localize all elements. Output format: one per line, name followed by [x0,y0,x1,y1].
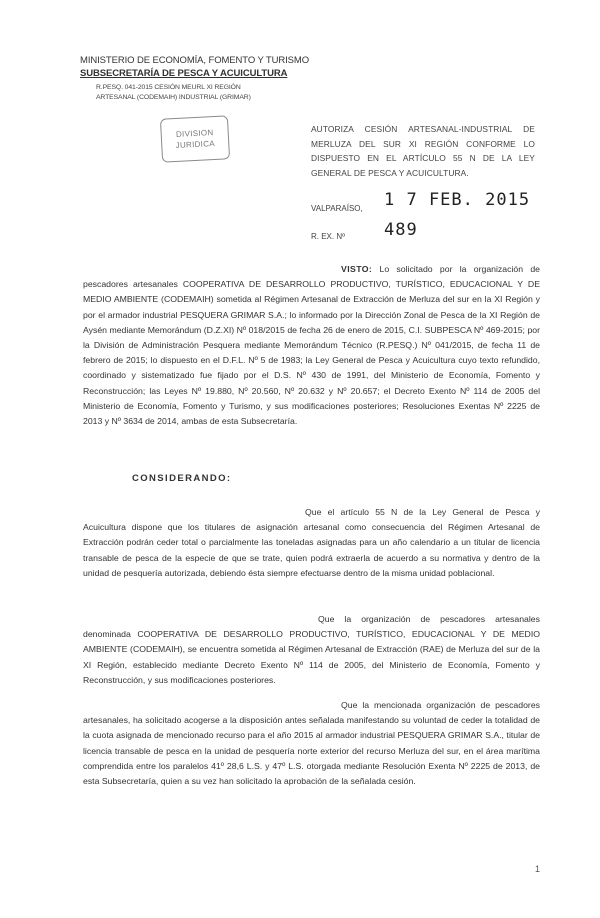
considerando-paragraph-1: Que el artículo 55 N de la Ley General de Pesca y Acuicultura dispone que los titulares de asignación artesanal como consecuencia del Régimen Artesanal de Extracción podrán ceder total o parcialmente las toneladas asignadas para un año calendario a un titular de licencia transable de pesca de la especie de que se trate, quien podrá extraerla de acuerdo a su normativa y dentro de la unidad de pesquería autorizada, debiendo ésta siempre efectuarse dentro de la misma unidad poblacional. [83,507,540,578]
considerando-heading: CONSIDERANDO: [132,473,232,484]
date-stamp: 1 7 FEB. 2015 [384,190,531,210]
division-juridica-stamp [160,115,230,162]
resolution-label: R. EX. Nº [311,232,346,241]
resolution-number: 489 [384,220,418,240]
stamp-line-1: DIVISION [175,128,214,139]
place-label: VALPARAÍSO, [311,204,363,213]
page-number: 1 [534,864,540,874]
resolution-subject: AUTORIZA CESIÓN ARTESANAL-INDUSTRIAL DE MERLUZA DEL SUR XI REGIÓN CONFORME LO DISPUESTO EN EL ARTÍCULO 55 N DE LA LEY GENERAL DE PESCA Y ACUICULTURA. [311,124,535,178]
considerando-paragraph-3: Que la mencionada organización de pescadores artesanales, ha solicitado acogerse a la disposición antes señalada manifestando su voluntad de ceder la totalidad de la cuota asignada de mencionado recurso para el año 2015 al armador industrial PESQUERA GRIMAR S.A., titular de licencia transable de pesca en la unidad de pesquería norte exterior del recurso Merluza del sur, en el área marítima comprendida entre los paralelos 41º 28,6 L.S. y 47º L.S. otorgada mediante Resolución Exenta Nº 2225 de 2013, de esta Subsecretaría, quien a su vez han solicitado la aprobación de la señalada cesión. [83,700,540,787]
reference-line-1: R.PESQ. 041-2015 CESIÓN MEURL XI REGIÓN [96,84,241,91]
stamp-line-2: JURIDICA [175,138,216,151]
visto-paragraph [83,262,540,429]
visto-text: Lo solicitado por la organización de pescadores artesanales COOPERATIVA DE DESARROLLO PRODUCTIVO, TURÍSTICO, EDUCACIONAL Y DE MEDIO AMBIENTE (CODEMAIH) sometida al Régimen Artesanal de Extracción de Merluza del sur en la XI Región y por el armador industrial PESQUERA GRIMAR S.A.; lo informado por la Dirección Zonal de Pesca de la XI Región de Aysén mediante Memorándum (D.Z.XI) Nº 018/2015 de fecha 26 de enero de 2015, C.I. SUBPESCA Nº 469-2015; por la División de Administración Pesquera mediante Memorándum Técnico (R.PESQ.) Nº 041/2015, de fecha 11 de febrero de 2015; lo dispuesto en el D.F.L. Nº 5 de 1983; la Ley General de Pesca y Acuicultura cuyo texto refundido, coordinado y sistematizado fue fijado por el D.S. Nº 430 de 1991, del Ministerio de Economía, Fomento y Reconstrucción; las Leyes Nº 19.880, Nº 20.560, Nº 20.632 y Nº 20.657; el Decreto Exento Nº 114 de 2005 del Ministerio de Economía, Fomento y Turismo, y sus modificaciones posteriores; Resoluciones Exentas Nº 2225 de 2013 y Nº 3634 de 2014, ambas de esta Subsecretaría. [83,264,540,427]
reference-line-2: ARTESANAL (CODEMAIH) INDUSTRIAL (GRIMAR) [96,94,251,101]
ministry-name: MINISTERIO DE ECONOMÍA, FOMENTO Y TURISMO [80,55,310,66]
subsecretaria-name: SUBSECRETARÍA DE PESCA Y ACUICULTURA [80,68,288,79]
considerando-paragraph-2: Que la organización de pescadores artesanales denominada COOPERATIVA DE DESARROLLO PRODUCTIVO, TURÍSTICO, EDUCACIONAL Y DE MEDIO AMBIENTE (CODEMAIH), se encuentra sometida al Régimen Artesanal de Extracción (RAE) de Merluza del sur de la XI Región, establecido mediante Decreto Exento Nº 114 de 2005, del Ministerio de Economía, Fomento y Reconstrucción, y sus modificaciones posteriores. [83,614,540,685]
visto-label: VISTO: [341,264,373,274]
